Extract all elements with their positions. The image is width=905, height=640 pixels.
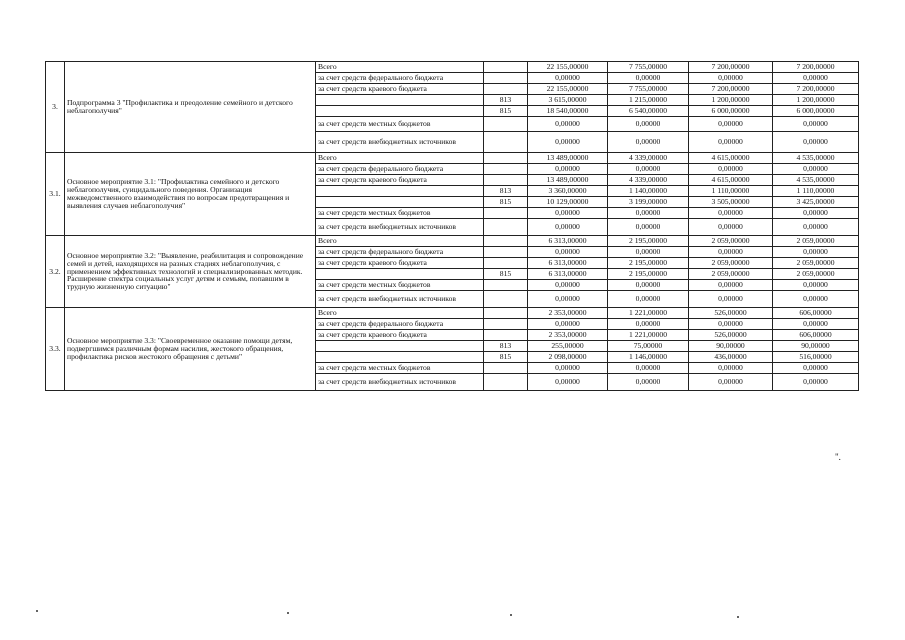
amount-cell: 7 200,00000 <box>689 84 773 95</box>
section-name: Основное мероприятие 3.3: "Своевременное оказание помощи детям, подвергшимся различным формам насилия, жестокого обращения, профилактика рисков жестокого обращения с детьми" <box>65 308 316 391</box>
budget-code <box>484 330 528 341</box>
amount-cell: 0,00000 <box>773 73 859 84</box>
amount-cell: 0,00000 <box>773 374 859 391</box>
budget-code: 813 <box>484 95 528 106</box>
amount-cell: 2 059,00000 <box>773 258 859 269</box>
amount-cell: 0,00000 <box>528 374 608 391</box>
section-index: 3. <box>46 62 65 153</box>
budget-code <box>484 308 528 319</box>
funding-source-label: Всего <box>316 62 484 73</box>
amount-cell: 1 140,00000 <box>608 186 689 197</box>
amount-cell: 0,00000 <box>528 208 608 219</box>
amount-cell: 0,00000 <box>773 280 859 291</box>
amount-cell: 606,00000 <box>773 308 859 319</box>
amount-cell: 1 221,00000 <box>608 308 689 319</box>
closing-quote-mark: ". <box>835 452 841 462</box>
funding-source-label <box>316 269 484 280</box>
funding-source-label: за счет средств местных бюджетов <box>316 117 484 132</box>
amount-cell: 0,00000 <box>528 319 608 330</box>
budget-code <box>484 374 528 391</box>
amount-cell: 0,00000 <box>608 363 689 374</box>
scan-dot <box>510 614 512 616</box>
funding-source-label <box>316 95 484 106</box>
amount-cell: 2 098,00000 <box>528 352 608 363</box>
funding-source-label: за счет средств краевого бюджета <box>316 84 484 95</box>
section-name: Подпрограмма 3 "Профилактика и преодоление семейного и детского неблагополучия" <box>65 62 316 153</box>
amount-cell: 22 155,00000 <box>528 62 608 73</box>
amount-cell: 0,00000 <box>608 164 689 175</box>
amount-cell: 6 313,00000 <box>528 258 608 269</box>
funding-source-label: Всего <box>316 236 484 247</box>
amount-cell: 3 360,00000 <box>528 186 608 197</box>
amount-cell: 526,00000 <box>689 308 773 319</box>
budget-code <box>484 219 528 236</box>
amount-cell: 0,00000 <box>773 291 859 308</box>
amount-cell: 0,00000 <box>689 363 773 374</box>
amount-cell: 516,00000 <box>773 352 859 363</box>
amount-cell: 0,00000 <box>689 319 773 330</box>
amount-cell: 0,00000 <box>689 208 773 219</box>
amount-cell: 0,00000 <box>773 132 859 153</box>
budget-code <box>484 280 528 291</box>
budget-code <box>484 153 528 164</box>
budget-code <box>484 208 528 219</box>
amount-cell: 0,00000 <box>528 280 608 291</box>
amount-cell: 6 540,00000 <box>608 106 689 117</box>
amount-cell: 436,00000 <box>689 352 773 363</box>
amount-cell: 7 200,00000 <box>773 84 859 95</box>
table-row <box>46 236 859 247</box>
amount-cell: 0,00000 <box>773 247 859 258</box>
funding-source-label: за счет средств краевого бюджета <box>316 175 484 186</box>
budget-table <box>45 61 859 391</box>
funding-source-label: Всего <box>316 153 484 164</box>
amount-cell: 0,00000 <box>773 319 859 330</box>
amount-cell: 2 353,00000 <box>528 308 608 319</box>
amount-cell: 2 059,00000 <box>773 269 859 280</box>
budget-code <box>484 73 528 84</box>
amount-cell: 1 146,00000 <box>608 352 689 363</box>
budget-code <box>484 117 528 132</box>
amount-cell: 2 353,00000 <box>528 330 608 341</box>
amount-cell: 1 110,00000 <box>773 186 859 197</box>
funding-source-label: за счет средств внебюджетных источников <box>316 132 484 153</box>
amount-cell: 90,00000 <box>689 341 773 352</box>
amount-cell: 13 489,00000 <box>528 153 608 164</box>
amount-cell: 255,00000 <box>528 341 608 352</box>
amount-cell: 7 755,00000 <box>608 62 689 73</box>
amount-cell: 0,00000 <box>528 117 608 132</box>
amount-cell: 7 755,00000 <box>608 84 689 95</box>
amount-cell: 0,00000 <box>689 374 773 391</box>
amount-cell: 1 215,00000 <box>608 95 689 106</box>
funding-source-label: за счет средств местных бюджетов <box>316 280 484 291</box>
amount-cell: 0,00000 <box>608 280 689 291</box>
amount-cell: 0,00000 <box>689 132 773 153</box>
amount-cell: 0,00000 <box>773 219 859 236</box>
amount-cell: 0,00000 <box>773 117 859 132</box>
amount-cell: 2 195,00000 <box>608 269 689 280</box>
funding-source-label: за счет средств местных бюджетов <box>316 208 484 219</box>
amount-cell: 1 221,00000 <box>608 330 689 341</box>
budget-code: 815 <box>484 352 528 363</box>
amount-cell: 2 195,00000 <box>608 236 689 247</box>
amount-cell: 1 200,00000 <box>689 95 773 106</box>
budget-code <box>484 175 528 186</box>
section-name: Основное мероприятие 3.1: "Профилактика семейного и детского неблагополучия, суицидального поведения. Организация межведомственного взаимодействия по вопросам предотвращения и выявления случаев неблагополучия" <box>65 153 316 236</box>
amount-cell: 6 000,00000 <box>689 106 773 117</box>
amount-cell: 0,00000 <box>608 208 689 219</box>
funding-source-label: за счет средств внебюджетных источников <box>316 219 484 236</box>
budget-code: 815 <box>484 269 528 280</box>
amount-cell: 3 505,00000 <box>689 197 773 208</box>
amount-cell: 0,00000 <box>608 132 689 153</box>
funding-source-label: за счет средств федерального бюджета <box>316 73 484 84</box>
budget-code <box>484 319 528 330</box>
budget-code <box>484 291 528 308</box>
amount-cell: 6 000,00000 <box>773 106 859 117</box>
amount-cell: 0,00000 <box>608 291 689 308</box>
funding-source-label: за счет средств внебюджетных источников <box>316 374 484 391</box>
amount-cell: 0,00000 <box>608 247 689 258</box>
amount-cell: 0,00000 <box>689 117 773 132</box>
amount-cell: 0,00000 <box>608 219 689 236</box>
budget-code <box>484 363 528 374</box>
amount-cell: 3 199,00000 <box>608 197 689 208</box>
amount-cell: 0,00000 <box>528 164 608 175</box>
amount-cell: 6 313,00000 <box>528 236 608 247</box>
amount-cell: 526,00000 <box>689 330 773 341</box>
amount-cell: 2 195,00000 <box>608 258 689 269</box>
amount-cell: 75,00000 <box>608 341 689 352</box>
funding-source-label: за счет средств федерального бюджета <box>316 164 484 175</box>
funding-source-label: за счет средств краевого бюджета <box>316 330 484 341</box>
amount-cell: 4 339,00000 <box>608 153 689 164</box>
table-body <box>46 62 859 391</box>
amount-cell: 0,00000 <box>773 164 859 175</box>
table-row <box>46 308 859 319</box>
amount-cell: 0,00000 <box>528 363 608 374</box>
funding-source-label <box>316 106 484 117</box>
amount-cell: 0,00000 <box>528 73 608 84</box>
amount-cell: 0,00000 <box>689 280 773 291</box>
amount-cell: 2 059,00000 <box>689 236 773 247</box>
amount-cell: 3 425,00000 <box>773 197 859 208</box>
amount-cell: 0,00000 <box>689 219 773 236</box>
table-row <box>46 153 859 164</box>
amount-cell: 1 110,00000 <box>689 186 773 197</box>
funding-source-label <box>316 341 484 352</box>
funding-source-label: за счет средств внебюджетных источников <box>316 291 484 308</box>
funding-source-label: за счет средств краевого бюджета <box>316 258 484 269</box>
amount-cell: 4 535,00000 <box>773 175 859 186</box>
section-index: 3.2. <box>46 236 65 308</box>
amount-cell: 7 200,00000 <box>689 62 773 73</box>
amount-cell: 2 059,00000 <box>689 269 773 280</box>
amount-cell: 0,00000 <box>608 319 689 330</box>
funding-source-label <box>316 186 484 197</box>
table-row <box>46 62 859 73</box>
scan-dot <box>36 610 38 612</box>
budget-code <box>484 164 528 175</box>
section-index: 3.1. <box>46 153 65 236</box>
amount-cell: 0,00000 <box>608 117 689 132</box>
amount-cell: 0,00000 <box>528 247 608 258</box>
amount-cell: 0,00000 <box>689 291 773 308</box>
funding-source-label: за счет средств местных бюджетов <box>316 363 484 374</box>
amount-cell: 0,00000 <box>528 219 608 236</box>
funding-source-label <box>316 197 484 208</box>
budget-code <box>484 62 528 73</box>
budget-code <box>484 132 528 153</box>
amount-cell: 0,00000 <box>528 132 608 153</box>
budget-code: 813 <box>484 186 528 197</box>
funding-source-label <box>316 352 484 363</box>
budget-code: 815 <box>484 106 528 117</box>
amount-cell: 7 200,00000 <box>773 62 859 73</box>
budget-code: 815 <box>484 197 528 208</box>
amount-cell: 0,00000 <box>689 247 773 258</box>
amount-cell: 6 313,00000 <box>528 269 608 280</box>
budget-code <box>484 236 528 247</box>
budget-code <box>484 258 528 269</box>
amount-cell: 2 059,00000 <box>773 236 859 247</box>
amount-cell: 0,00000 <box>689 73 773 84</box>
amount-cell: 4 339,00000 <box>608 175 689 186</box>
amount-cell: 0,00000 <box>689 164 773 175</box>
amount-cell: 606,00000 <box>773 330 859 341</box>
amount-cell: 90,00000 <box>773 341 859 352</box>
amount-cell: 0,00000 <box>608 374 689 391</box>
section-name: Основное мероприятие 3.2: "Выявление, реабилитация и сопровождение семей и детей, находящихся на разных стадиях неблагополучия, с применением эффективных технологий и специализированных методик. Расширение спектра социальных услуг детям и семьям, попавшим в трудную жизненную ситуацию" <box>65 236 316 308</box>
amount-cell: 4 535,00000 <box>773 153 859 164</box>
amount-cell: 10 129,00000 <box>528 197 608 208</box>
amount-cell: 18 540,00000 <box>528 106 608 117</box>
amount-cell: 0,00000 <box>773 363 859 374</box>
amount-cell: 1 200,00000 <box>773 95 859 106</box>
budget-code: 813 <box>484 341 528 352</box>
amount-cell: 3 615,00000 <box>528 95 608 106</box>
amount-cell: 2 059,00000 <box>689 258 773 269</box>
amount-cell: 4 615,00000 <box>689 153 773 164</box>
funding-source-label: за счет средств федерального бюджета <box>316 319 484 330</box>
scan-dot <box>737 616 739 618</box>
amount-cell: 0,00000 <box>528 291 608 308</box>
amount-cell: 0,00000 <box>773 208 859 219</box>
amount-cell: 0,00000 <box>608 73 689 84</box>
funding-source-label: за счет средств федерального бюджета <box>316 247 484 258</box>
funding-source-label: Всего <box>316 308 484 319</box>
budget-code <box>484 84 528 95</box>
amount-cell: 22 155,00000 <box>528 84 608 95</box>
scan-dot <box>287 612 289 614</box>
amount-cell: 13 489,00000 <box>528 175 608 186</box>
amount-cell: 4 615,00000 <box>689 175 773 186</box>
budget-code <box>484 247 528 258</box>
section-index: 3.3. <box>46 308 65 391</box>
